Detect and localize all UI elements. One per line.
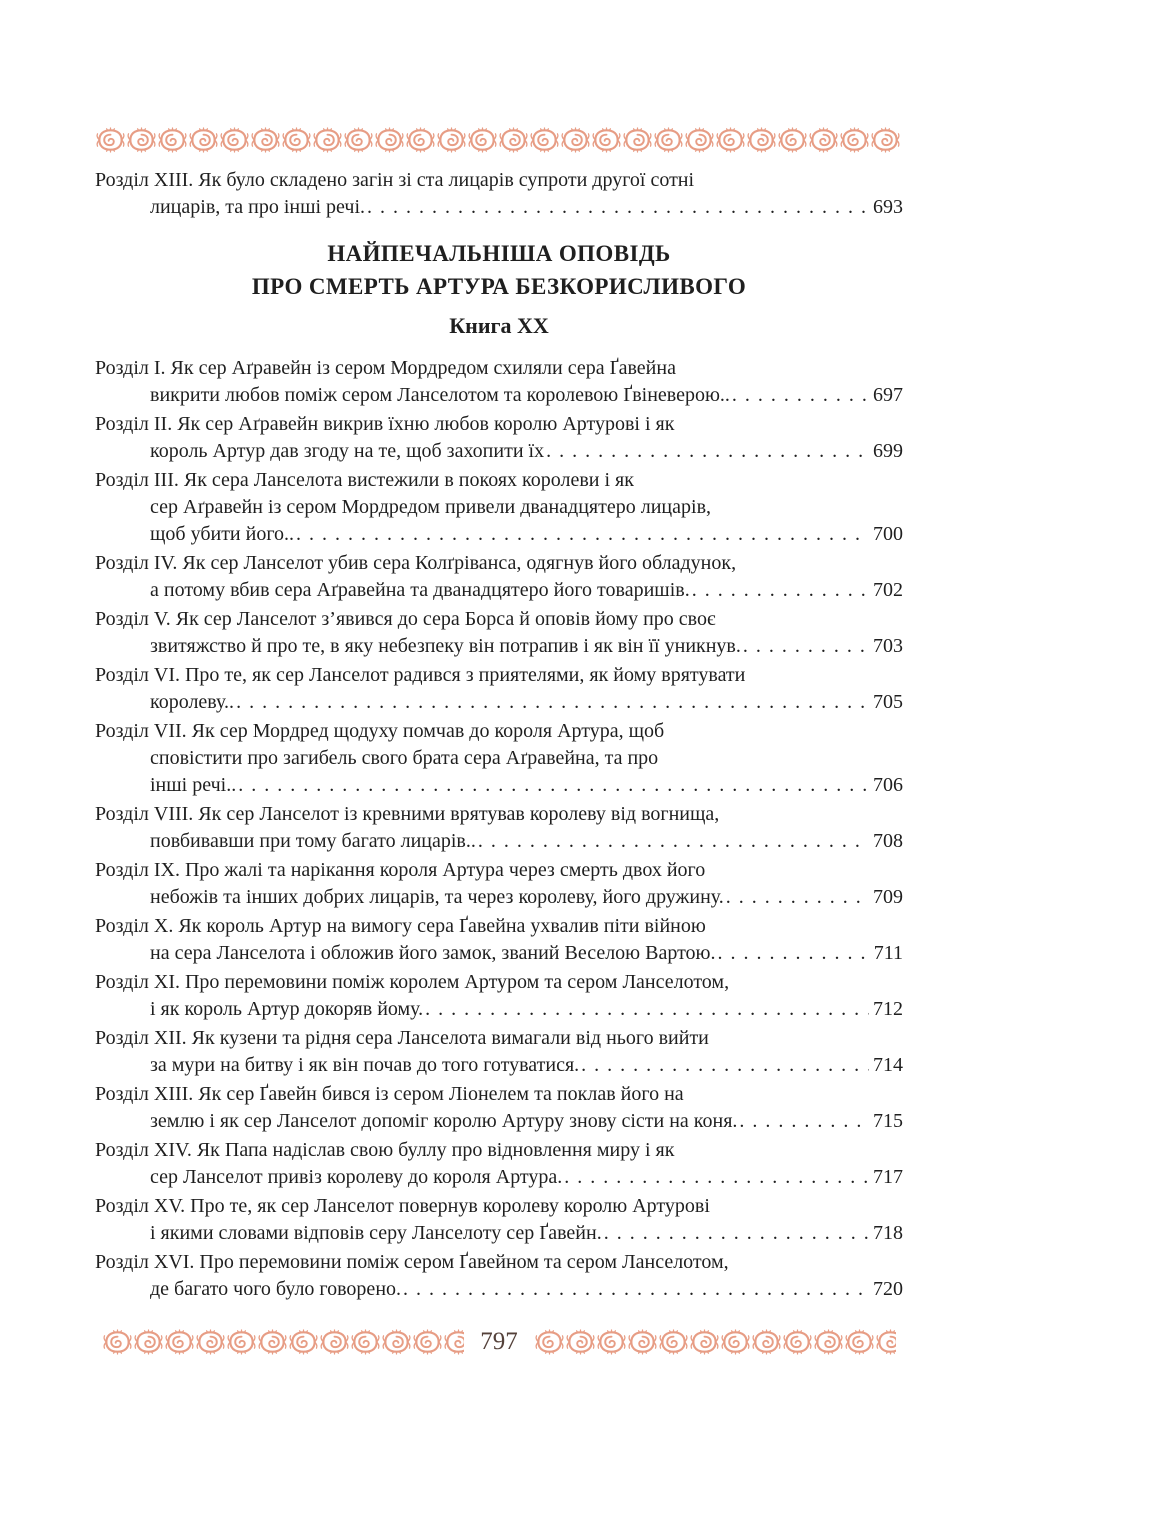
toc-entry-line: [95, 577, 903, 604]
ornament-motif: [844, 1327, 875, 1357]
toc-entry-text: викрити любов поміж сером Ланселотом та королевою Ґвіневерою..: [150, 384, 730, 406]
toc-entry-line: [95, 689, 903, 716]
toc-page-number: 715: [873, 1110, 903, 1132]
dot-leader: [743, 633, 869, 660]
toc-page-number: 705: [873, 691, 903, 713]
toc-entry-line: Розділ VIII. Як сер Ланселот із кревними врятував королеву від вогнища,: [95, 803, 720, 825]
toc-entry: [95, 969, 903, 1023]
ornament-motif: [188, 125, 219, 155]
toc-entry-line: [95, 633, 903, 660]
toc-entry-line: [95, 1164, 903, 1191]
toc-page-number: 712: [873, 998, 903, 1020]
ornament-motif: [746, 125, 777, 155]
toc-page-number: 699: [873, 440, 903, 462]
ornament-motif: [684, 125, 715, 155]
ornament-motif: [839, 125, 870, 155]
dot-leader: [425, 996, 869, 1023]
toc-entry: [95, 801, 903, 855]
ornament-motif: [653, 125, 684, 155]
toc-entry-text: король Артур дав згоду на те, щоб захопити їх: [150, 440, 545, 462]
section-title-line-1: НАЙПЕЧАЛЬНІША ОПОВІДЬ: [327, 241, 671, 266]
toc-entry-line: [95, 1220, 903, 1247]
toc-entry-text: повбивавши при тому багато лицарів..: [150, 830, 476, 852]
ornament-motif: [436, 125, 467, 155]
toc-entry-line: [95, 521, 903, 548]
dot-leader: [732, 382, 869, 409]
ornament-motif: [467, 125, 498, 155]
ornament-motif: [343, 125, 374, 155]
ornament-motif: [288, 1327, 319, 1357]
toc-entry-line: Розділ XII. Як кузени та рідня сера Ланселота вимагали від нього вийти: [95, 1027, 709, 1049]
ornament-motif: [312, 125, 343, 155]
toc-entry-line: Розділ V. Як сер Ланселот з’явився до сера Борса й оповів йому про своє: [95, 608, 716, 630]
ornament-motif: [808, 125, 839, 155]
dot-leader: [692, 577, 869, 604]
ornament-motif: [782, 1327, 813, 1357]
toc-page-number: 693: [873, 196, 903, 218]
toc-entry: [95, 411, 903, 465]
ornament-motif: [226, 1327, 257, 1357]
toc-entry-line: Розділ XV. Про те, як сер Ланселот повернув королеву королю Артурові: [95, 1195, 710, 1217]
ornament-motif: [195, 1327, 226, 1357]
ornament-motif: [591, 125, 622, 155]
toc-entry-line: [95, 1052, 903, 1079]
dot-leader: [581, 1052, 869, 1079]
toc-entry-text: на сера Ланселота і обложив його замок, званий Веселою Вартою.: [150, 942, 716, 964]
ornament-motif: [498, 125, 529, 155]
ornament-motif: [534, 1327, 565, 1357]
toc-page-number: 717: [873, 1166, 903, 1188]
ornament-motif: [412, 1327, 443, 1357]
toc-entry-line: [95, 438, 903, 465]
toc-entry-line: [95, 194, 903, 221]
toc-page-number: 702: [873, 579, 903, 601]
dot-leader: [564, 1164, 869, 1191]
toc-entry: [95, 1081, 903, 1135]
ornament-motif: [715, 125, 746, 155]
toc-entry-text: і якими словами відповів серу Ланселоту сер Ґавейн.: [150, 1222, 602, 1244]
toc-entry-line: Розділ XI. Про перемовини поміж королем Артуром та сером Ланселотом,: [95, 971, 730, 993]
toc-entry-line: [95, 1276, 903, 1303]
toc-entry-text: і як король Артур докоряв йому.: [150, 998, 424, 1020]
ornament-motif: [164, 1327, 195, 1357]
toc-entry: [95, 913, 903, 967]
toc-page-number: 706: [873, 774, 903, 796]
dot-leader: [546, 438, 869, 465]
dot-leader: [478, 828, 869, 855]
toc-page-number: 708: [873, 830, 903, 852]
toc-page-number: 700: [873, 523, 903, 545]
ornament-motif: [813, 1327, 844, 1357]
toc-entry: [95, 1025, 903, 1079]
toc-entry-line: [95, 772, 903, 799]
section-title-line-2: ПРО СМЕРТЬ АРТУРА БЕЗКОРИСЛИВОГО: [251, 274, 747, 299]
toc-entry-text: а потому вбив сера Аґравейна та дванадцятеро його товаришів.: [150, 579, 690, 601]
ornament-motif: [381, 1327, 412, 1357]
toc-entry-line: Розділ VI. Про те, як сер Ланселот радився з приятелями, як йому врятувати: [95, 664, 746, 686]
toc-entry: [95, 1193, 903, 1247]
ornament-motif: [777, 125, 808, 155]
toc-page-number: 720: [873, 1278, 903, 1300]
toc-entry: [95, 467, 903, 548]
dot-leader: [238, 772, 869, 799]
toc-page-number: 711: [873, 942, 903, 964]
toc-entry: [95, 662, 903, 716]
ornament-motif: [658, 1327, 689, 1357]
toc-entry: [95, 167, 903, 221]
ornament-motif: [157, 125, 188, 155]
page-footer: [95, 1325, 903, 1359]
ornament-motif: [720, 1327, 751, 1357]
ornament-motif: [374, 125, 405, 155]
ornament-motif: [95, 125, 126, 155]
toc-entry-line: Розділ XIV. Як Папа надіслав свою буллу про відновлення миру і як: [95, 1139, 675, 1161]
dot-leader: [367, 194, 869, 221]
toc-entry-line: [95, 1108, 903, 1135]
toc-entry-line: [95, 996, 903, 1023]
toc-entry-line: [95, 382, 903, 409]
toc-entry-line: [95, 884, 903, 911]
ornament-motif: [126, 125, 157, 155]
ornament-motif: [350, 1327, 381, 1357]
toc-page-number: 697: [873, 384, 903, 406]
toc-entry-line: Розділ XIII. Як сер Ґавейн бився із сером Ліонелем та поклав його на: [95, 1083, 684, 1105]
toc-entry-line: Розділ VII. Як сер Мордред щодуху помчав до короля Артура, щоб: [95, 720, 665, 742]
toc-entry-text: звитяжство й про те, в яку небезпеку він потрапив і як він її уникнув.: [150, 635, 741, 657]
ornament-motif: [875, 1327, 896, 1357]
dot-leader: [726, 884, 869, 911]
ornament-motif: [622, 125, 653, 155]
ornament-motif: [319, 1327, 350, 1357]
dot-leader: [403, 1276, 869, 1303]
toc-page-number: 714: [873, 1054, 903, 1076]
dot-leader: [604, 1220, 869, 1247]
toc-entry: [95, 550, 903, 604]
ornament-motif: [281, 125, 312, 155]
toc-entry-text: сер Ланселот привіз королеву до короля Артура.: [150, 1166, 563, 1188]
section-title: [95, 237, 903, 303]
toc-entry-line: Розділ XVI. Про перемовини поміж сером Ґавейном та сером Ланселотом,: [95, 1251, 729, 1273]
dot-leader: [236, 689, 869, 716]
toc-entry-line: сповістити про загибель свого брата сера Аґравейна, та про: [150, 747, 659, 769]
toc-entry-line: Розділ X. Як король Артур на вимогу сера Ґавейна ухвалив піти війною: [95, 915, 706, 937]
ornament-motif: [443, 1327, 464, 1357]
toc-entry-text: за мури на битву і як він почав до того готуватися.: [150, 1054, 580, 1076]
book-title: Книга XX: [449, 313, 549, 338]
ornament-motif: [689, 1327, 720, 1357]
ornament-motif: [560, 125, 591, 155]
toc-entry-line: Розділ IX. Про жалі та нарікання короля Артура через смерть двох його: [95, 859, 706, 881]
ornament-motif: [219, 125, 250, 155]
table-of-contents: [95, 167, 903, 1305]
ornament-motif: [405, 125, 436, 155]
toc-entry-line: Розділ I. Як сер Аґравейн із сером Мордредом схиляли сера Ґавейна: [95, 357, 676, 379]
toc-entry: [95, 606, 903, 660]
toc-page-number: 718: [873, 1222, 903, 1244]
toc-entry: [95, 1249, 903, 1303]
ornament-motif: [627, 1327, 658, 1357]
toc-entry-line: Розділ IV. Як сер Ланселот убив сера Колґріванса, одягнув його обладунок,: [95, 552, 737, 574]
toc-entry-line: [95, 828, 903, 855]
toc-page-number: 709: [873, 886, 903, 908]
toc-page-number: 703: [873, 635, 903, 657]
toc-entry: [95, 718, 903, 799]
toc-entry-line: Розділ III. Як сера Ланселота вистежили в покоях королеви і як: [95, 469, 634, 491]
toc-entry: [95, 857, 903, 911]
toc-entry: [95, 1137, 903, 1191]
toc-entry: [95, 355, 903, 409]
toc-entry-text: королеву..: [150, 691, 235, 713]
ornament-motif: [751, 1327, 782, 1357]
toc-entry-text: щоб убити його..: [150, 523, 295, 545]
bottom-ornament-border-left: [102, 1325, 464, 1359]
ornament-motif: [250, 125, 281, 155]
ornament-motif: [529, 125, 560, 155]
top-ornament-border: [95, 123, 903, 157]
ornament-motif: [257, 1327, 288, 1357]
toc-entry-text: лицарів, та про інші речі.: [150, 196, 366, 218]
ornament-motif: [102, 1327, 133, 1357]
toc-entry-line: [95, 940, 903, 967]
toc-entry-text: де багато чого було говорено.: [150, 1278, 402, 1300]
ornament-motif: [133, 1327, 164, 1357]
page-number: 797: [480, 1328, 518, 1355]
dot-leader: [739, 1108, 869, 1135]
toc-entry-line: Розділ XIII. Як було складено загін зі ста лицарів супроти другої сотні: [95, 169, 695, 191]
toc-entry-line: сер Аґравейн із сером Мордредом привели дванадцятеро лицарів,: [150, 496, 712, 518]
ornament-motif: [565, 1327, 596, 1357]
dot-leader: [718, 940, 870, 967]
toc-entry-line: Розділ II. Як сер Аґравейн викрив їхню любов королю Артурові і як: [95, 413, 675, 435]
toc-entry-text: небожів та інших добрих лицарів, та через королеву, його дружину.: [150, 886, 724, 908]
dot-leader: [296, 521, 869, 548]
toc-entry-text: інші речі..: [150, 774, 237, 796]
ornament-motif: [870, 125, 901, 155]
bottom-ornament-border-right: [534, 1325, 896, 1359]
toc-entry-text: землю і як сер Ланселот допоміг королю Артуру знову сісти на коня.: [150, 1110, 738, 1132]
ornament-motif: [596, 1327, 627, 1357]
